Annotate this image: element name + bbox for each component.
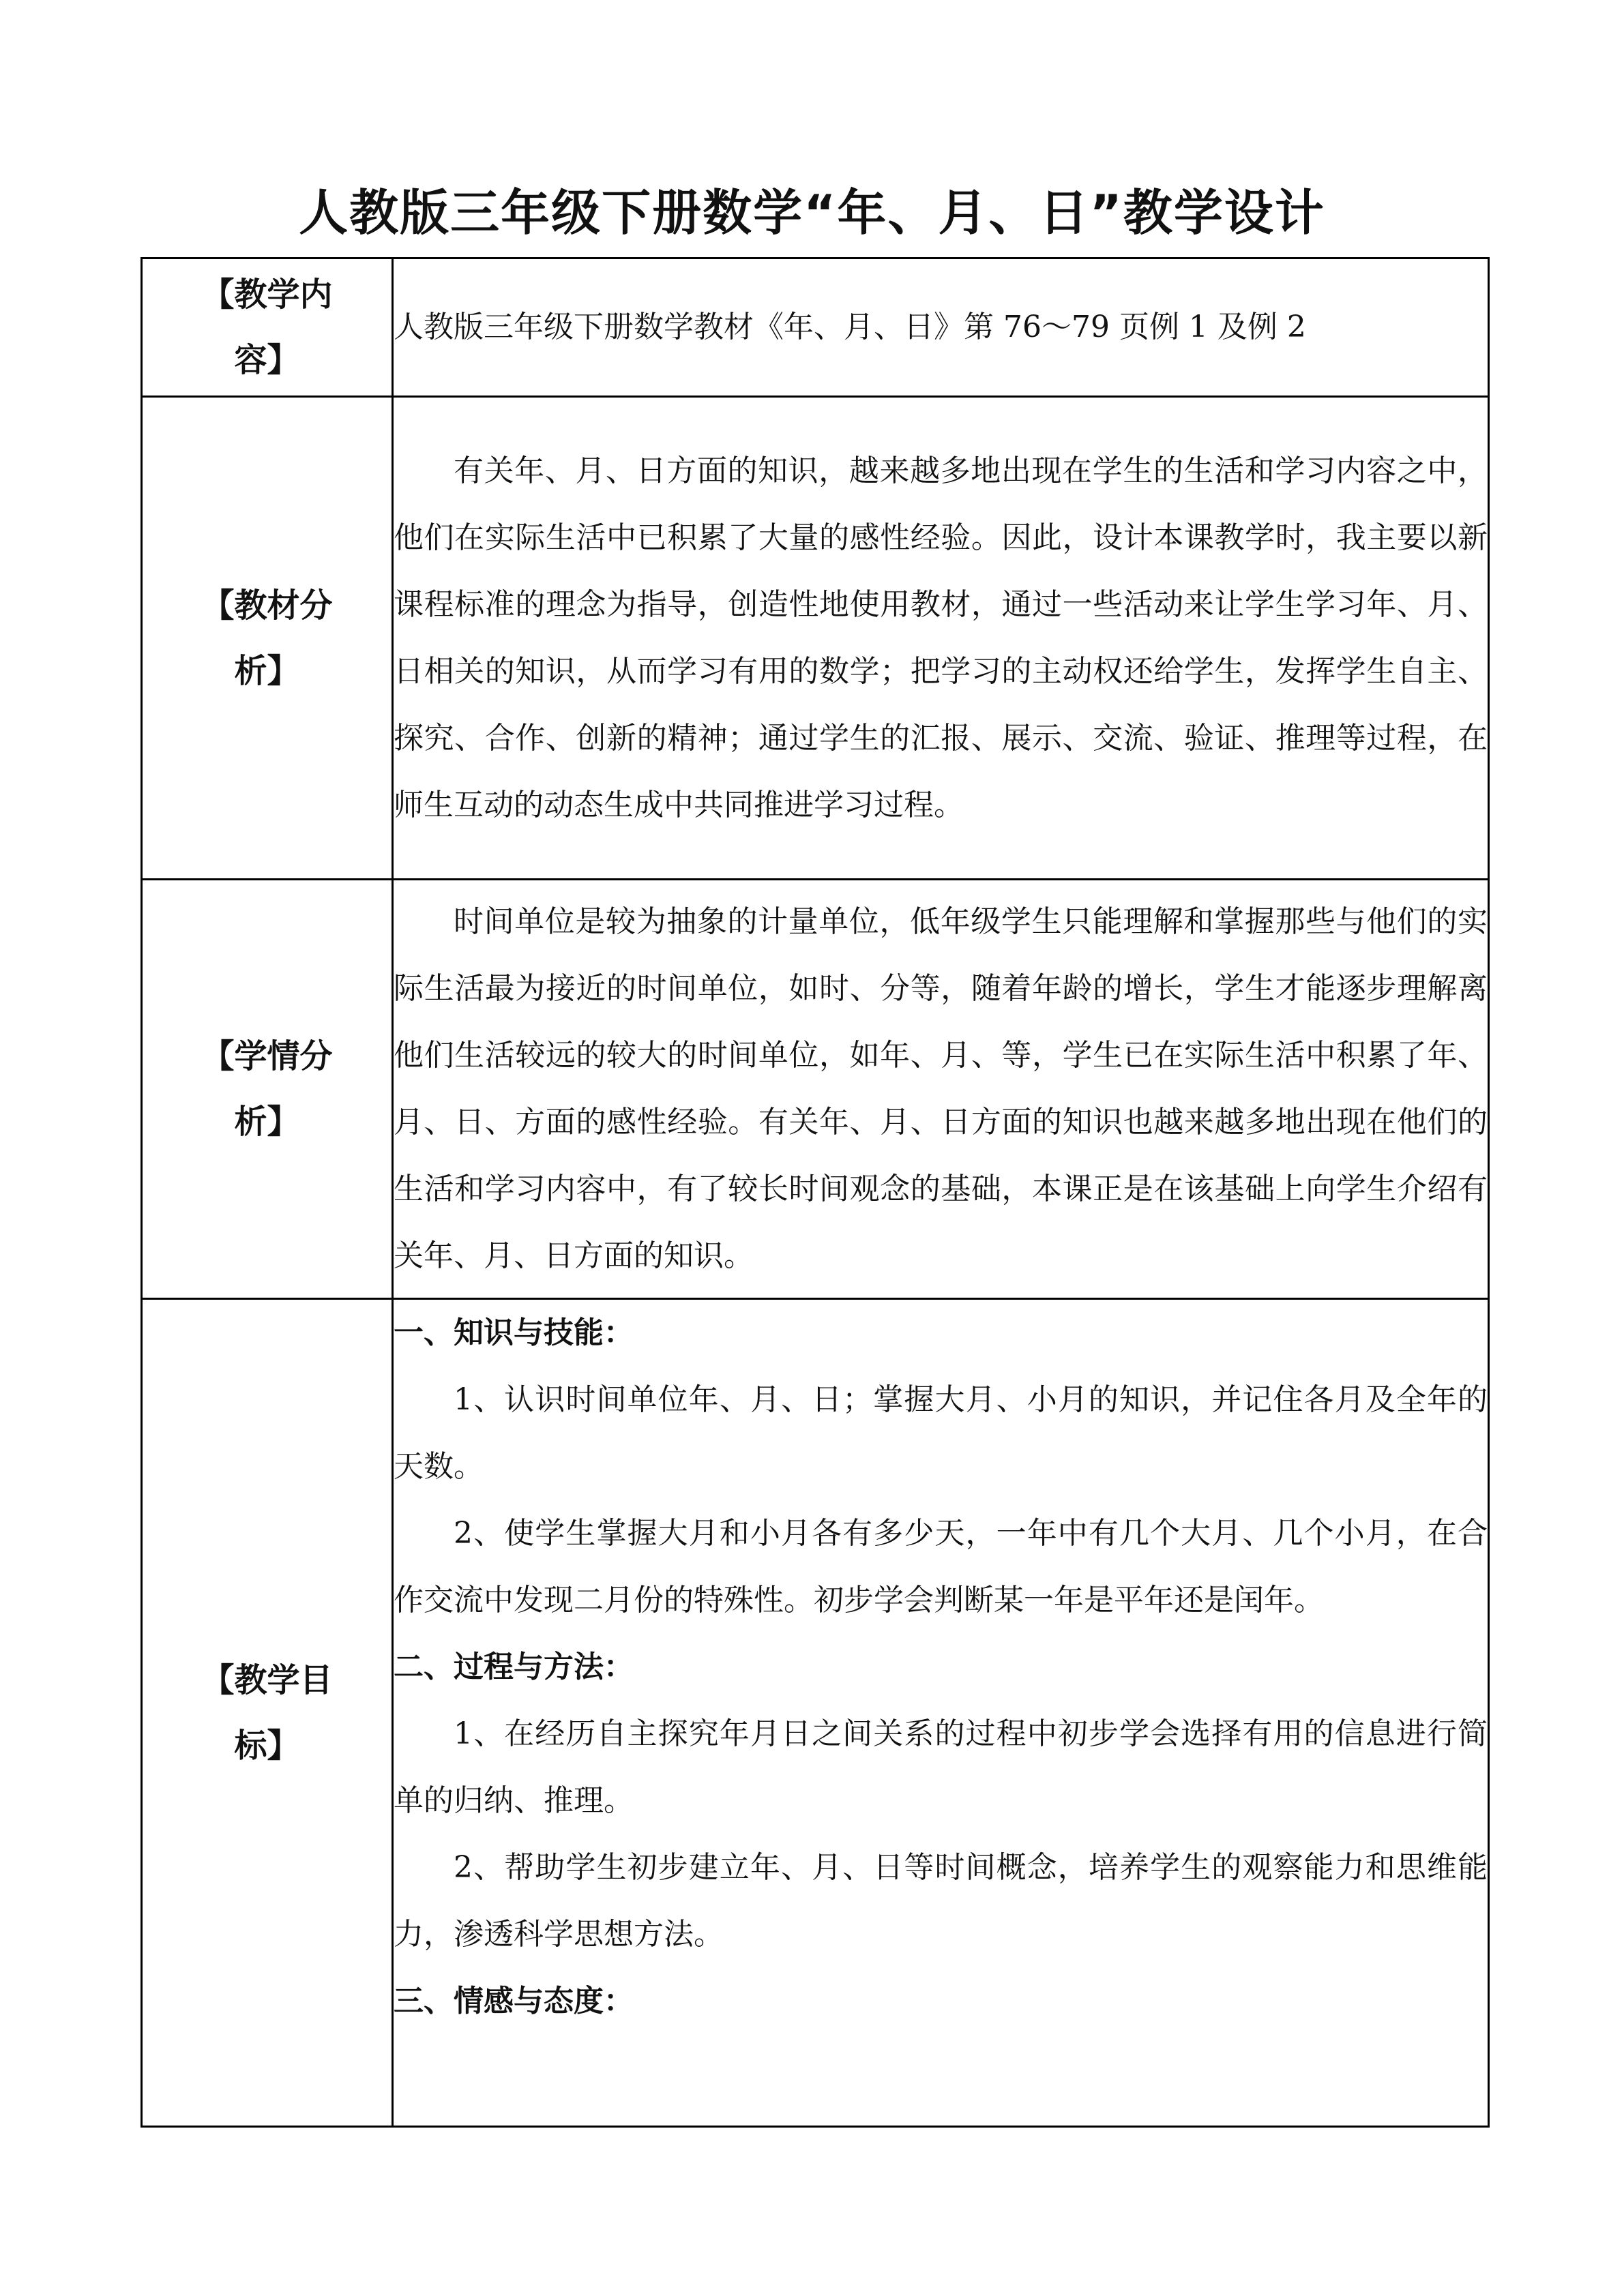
teaching-content-text: 人教版三年级下册数学教材《年、月、日》第 76～79 页例 1 及例 2 [394,310,1306,344]
label-teaching-goals-line1: 【教学目 [201,1660,333,1699]
label-teaching-content-line2: 容】 [234,341,300,379]
label-student-analysis-line1: 【学情分 [201,1037,333,1075]
table-row-teaching-content [142,258,1489,397]
goals-section1-heading: 一、知识与技能： [394,1315,634,1350]
teaching-goals-cell [393,1299,1489,2127]
goals-section2-heading: 二、过程与方法： [394,1650,634,1684]
label-student-analysis-line2: 析】 [234,1103,300,1141]
label-student-analysis [142,880,393,1299]
table-row-material-analysis [142,397,1489,880]
goals-section3-heading: 三、情感与态度： [394,1984,634,2018]
teaching-content-cell [393,258,1489,397]
page-title: 人教版三年级下册数学“年、月、日”教学设计 [299,184,1325,241]
table-row-student-analysis [142,880,1489,1299]
goals-section1-item1: 1、认识时间单位年、月、日；掌握大月、小月的知识，并记住各月及全年的天数。 [394,1382,1488,1484]
goals-section1-item2: 2、使学生掌握大月和小月各有多少天，一年中有几个大月、几个小月，在合作交流中发现二月份的特殊性。初步学会判断某一年是平年还是闰年。 [394,1516,1488,1617]
student-analysis-text: 时间单位是较为抽象的计量单位，低年级学生只能理解和掌握那些与他们的实际生活最为接近的时间单位，如时、分等，随着年龄的增长，学生才能逐步理解离他们生活较远的较大的时间单位，如年、月、等，学生已在实际生活中积累了年、月、日、方面的感性经验。有关年、月、日方面的知识也越来越多地出现在他们的生活和学习内容中，有了较长时间观念的基础，本课正是在该基础上向学生介绍有关年、月、日方面的知识。 [394,904,1488,1273]
label-teaching-content-line1: 【教学内 [201,275,333,314]
lesson-plan-table [141,257,1490,2128]
goals-section2-item1: 1、在经历自主探究年月日之间关系的过程中初步学会选择有用的信息进行简单的归纳、推理。 [394,1716,1488,1818]
label-teaching-goals-line2: 标】 [234,1726,300,1765]
table-row-teaching-goals [142,1299,1489,2127]
student-analysis-cell [393,880,1489,1299]
label-material-analysis-line2: 析】 [234,651,300,690]
material-analysis-cell [393,397,1489,880]
label-material-analysis [142,397,393,880]
label-teaching-content [142,258,393,397]
label-material-analysis-line1: 【教材分 [201,586,333,625]
material-analysis-text: 有关年、月、日方面的知识，越来越多地出现在学生的生活和学习内容之中，他们在实际生活中已积累了大量的感性经验。因此，设计本课教学时，我主要以新课程标准的理念为指导，创造性地使用教材，通过一些活动来让学生学习年、月、日相关的知识，从而学习有用的数学；把学习的主动权还给学生，发挥学生自主、探究、合作、创新的精神；通过学生的汇报、展示、交流、验证、推理等过程，在师生互动的动态生成中共同推进学习过程。 [394,453,1488,822]
label-teaching-goals [142,1299,393,2127]
goals-section2-item2: 2、帮助学生初步建立年、月、日等时间概念，培养学生的观察能力和思维能力，渗透科学思想方法。 [394,1850,1488,1952]
